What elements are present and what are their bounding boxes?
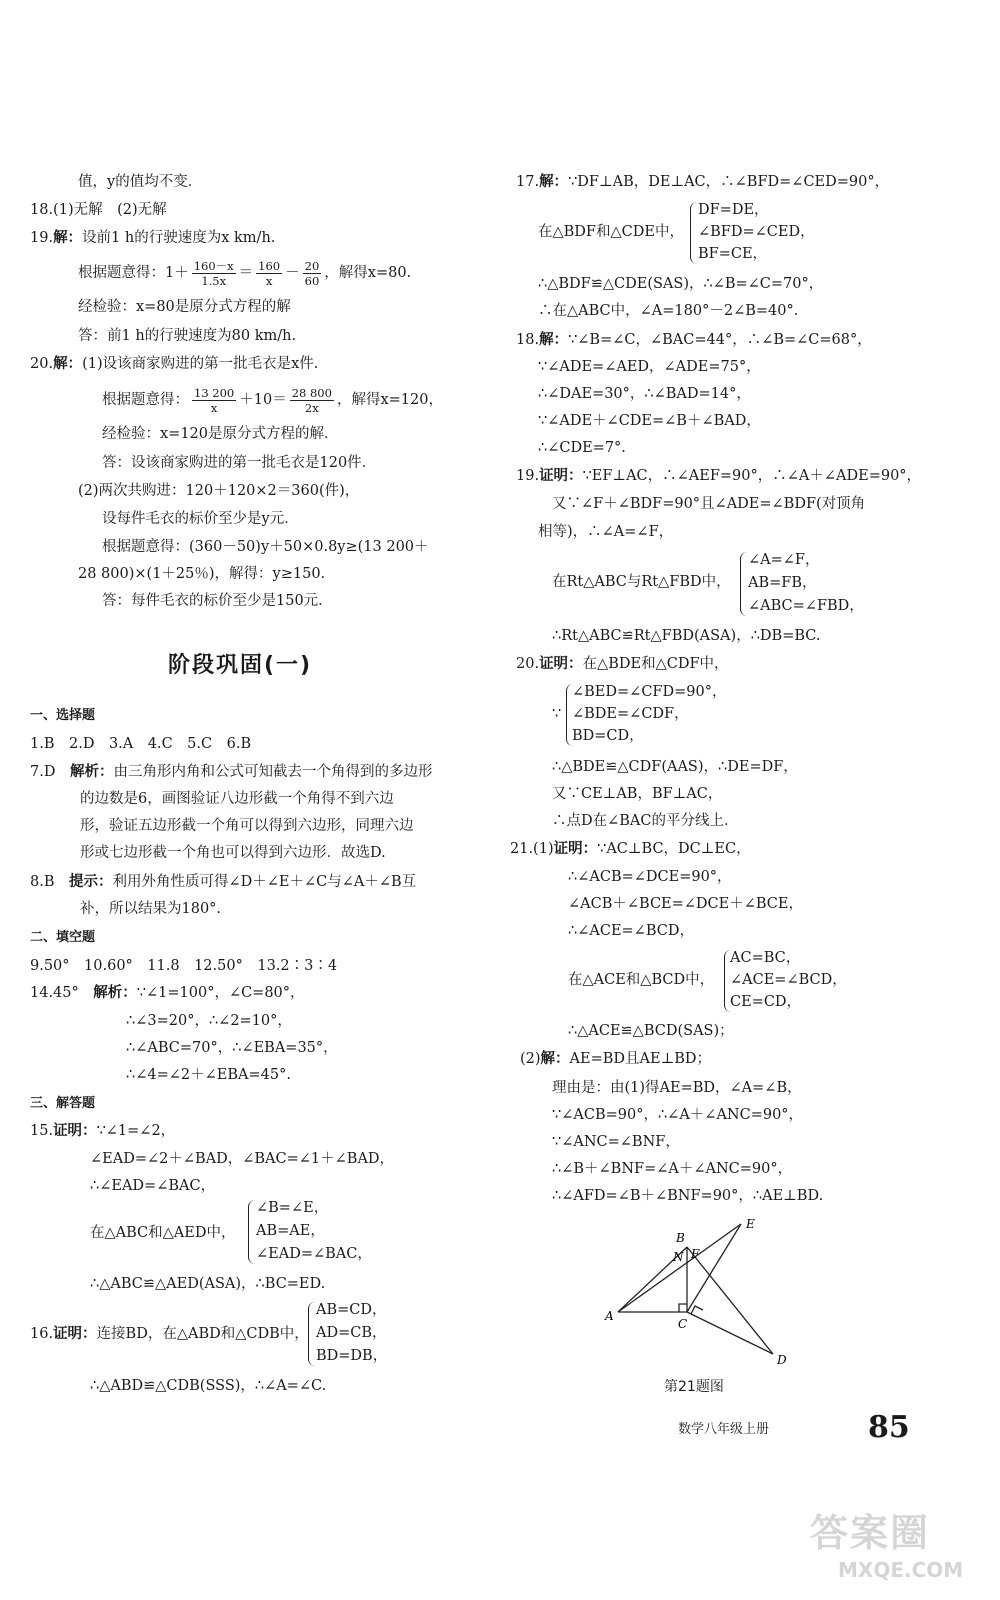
answer-text: 设前1 h的行驶速度为x km/h. (82, 230, 276, 246)
right-line: 相等)，∴∠A=∠F， (538, 524, 674, 540)
right-line: ∠ACB＋∠BCE=∠DCE＋∠BCE， (568, 896, 803, 912)
left-line: 经检验：x=120是原分式方程的解． (102, 426, 339, 442)
answer-tag: 解析： (93, 984, 137, 1001)
question-number: 17. (516, 174, 540, 190)
answer-text: AE=BD且AE⊥BD； (569, 1051, 712, 1067)
brace-item: AC=BC， (730, 950, 801, 966)
question-number: (2) (520, 1051, 541, 1067)
brace-item: ∠B=∠E， (256, 1200, 329, 1216)
left-line: 答：设该商家购进的第一批毛衣是120件． (102, 455, 377, 471)
answer-text: 在△BDE和△CDF中， (582, 656, 729, 672)
left-line: ∴∠EAD=∠BAC， (90, 1178, 216, 1194)
numerator: 13 200 (194, 385, 235, 400)
right-line: ∵∠ADE＋∠CDE=∠B＋∠BAD， (538, 413, 761, 429)
question-number: 20. (30, 356, 54, 372)
right-angle-mark (691, 1306, 703, 1314)
answer-text: ∵DF⊥AB，DE⊥AC，∴∠BFD=∠CED=90°， (568, 174, 890, 190)
question-number: 18. (516, 332, 540, 348)
segment-bd (687, 1247, 773, 1354)
watermark-url: MXQE.COM (838, 1558, 964, 1582)
answer-tag: 提示： (69, 873, 113, 890)
numerator: 20 (304, 258, 320, 273)
right-line: 在Rt△ABC与Rt△FBD中， (552, 574, 731, 590)
left-line: 经检验：x=80是原分式方程的解 (78, 299, 291, 315)
denominator: 2x (304, 400, 319, 415)
answer-tag: 证明： (539, 655, 583, 672)
brace-item: ∠ABC=∠FBD， (748, 598, 864, 614)
answer-tag: 解： (539, 331, 569, 348)
right-line: ∴点D在∠BAC的平分线上． (552, 813, 739, 829)
right-line: 又∵CE⊥AB，BF⊥AC， (552, 786, 723, 802)
right-line: ∴在△ABC中，∠A=180°－2∠B=40°. (538, 303, 799, 319)
answer-19-equation: 根据题意得：1＋ $\frac{160-x}{1.5x}$ ＝ $\frac{160}{x}$ － $\frac{20}{60}$ ，解得x=80. (78, 258, 412, 288)
brace-item: AB=FB， (748, 575, 817, 591)
brace-item: BF=CE， (698, 246, 768, 262)
denominator: 1.5x (201, 273, 227, 288)
point-label-a: A (605, 1309, 614, 1323)
equation-suffix: ，解得x=120， (336, 392, 443, 408)
left-line: ∴∠4=∠2＋∠EBA=45°. (126, 1067, 291, 1083)
answer-text: (1)设该商家购进的第一批毛衣是x件. (82, 356, 319, 372)
left-line: 形或七边形截一个角也可以得到六边形．故选D. (80, 845, 386, 861)
answer-tag: 解： (53, 229, 83, 246)
answer-18: 18.(1)无解 (2)无解 (30, 202, 167, 218)
section-title: 阶段巩固(一) (168, 653, 313, 678)
brace-item: BD=DB， (316, 1348, 388, 1364)
answer-tag: 证明： (553, 840, 598, 857)
segment-ce (687, 1224, 741, 1312)
point-label-e: E (746, 1217, 755, 1231)
page-number: 85 (868, 1410, 910, 1445)
brace-item: AB=AE， (256, 1223, 325, 1239)
right-line: ∵∠ACB=90°，∴∠A＋∠ANC=90°， (552, 1107, 804, 1123)
left-line: 答：每件毛衣的标价至少是150元． (102, 593, 333, 609)
brace-item: ∠EAD=∠BAC， (256, 1246, 372, 1262)
numerator: 160 (258, 258, 281, 273)
question-number: 16. (30, 1326, 54, 1342)
left-line: 答：前1 h的行驶速度为80 km/h. (78, 328, 297, 344)
left-line: 根据题意得：(360－50)y＋50×0.8y≥(13 200＋ (102, 539, 429, 555)
answer-tag: 解： (539, 173, 569, 190)
answer-tag: 证明： (539, 467, 583, 484)
right-line: ∴∠DAE=30°，∴∠BAD=14°， (538, 386, 751, 402)
brace-item: ∠A=∠F， (748, 552, 820, 568)
equation-suffix: ，解得x=80. (324, 265, 412, 281)
because-symbol: ∵ (552, 706, 562, 722)
left-line: 设每件毛衣的标价至少是y元． (102, 511, 299, 527)
left-line: 在△ABC和△AED中， (90, 1225, 236, 1241)
left-line: 的边数是6，画图验证八边形截一个角得不到六边 (80, 791, 394, 807)
right-line: ∴∠B＋∠BNF=∠A＋∠ANC=90°， (552, 1161, 793, 1177)
choice-answers: 1.B 2.D 3.A 4.C 5.C 6.B (30, 736, 252, 752)
answer-text: ∵∠1=∠2， (96, 1123, 176, 1139)
numerator: 160－x (193, 258, 234, 273)
right-line: 在△BDF和△CDE中， (538, 224, 684, 240)
point-label-b: B (676, 1231, 685, 1245)
point-label-n: N (673, 1250, 684, 1264)
right-line: ∴Rt△ABC≌Rt△FBD(ASA)，∴DB=BC. (552, 628, 821, 644)
left-line: 形，验证五边形截一个角可以得到六边形，同理六边 (80, 818, 414, 834)
question-number: 7.D (30, 764, 56, 780)
watermark-logo (808, 1502, 988, 1592)
left-line: ∴△ABD≌△CDB(SSS)，∴∠A=∠C. (90, 1378, 327, 1394)
right-line: ∴△BDE≌△CDF(AAS)，∴DE=DF， (552, 759, 798, 775)
equation-middle: ＋10＝ (239, 392, 287, 408)
left-line: (2)两次共购进：120＋120×2＝360(件)， (78, 483, 360, 499)
brace-item: ∠BDE=∠CDF， (572, 706, 689, 722)
right-line: 又∵∠F＋∠BDF=90°且∠ADE=∠BDF(对顶角 (552, 496, 866, 512)
answer-text: 连接BD，在△ABD和△CDB中， (96, 1326, 309, 1342)
brace-item: ∠ACE=∠BCD， (730, 972, 847, 988)
answer-tag: 解析： (69, 763, 114, 780)
watermark-text: 答案圈 (810, 1511, 931, 1555)
answer-text: 由三角形内角和公式可知截去一个角得到的多边形 (113, 764, 433, 780)
right-angle-mark (679, 1304, 687, 1312)
equation-prefix: 根据题意得： (102, 392, 189, 408)
left-line: 值，y的值均不变． (78, 174, 203, 190)
left-line: ∠EAD=∠2＋∠BAD，∠BAC=∠1＋∠BAD， (90, 1151, 395, 1167)
point-label-c: C (678, 1317, 688, 1331)
right-line: 在△ACE和△BCD中， (568, 972, 715, 988)
point-label-f: F (691, 1247, 700, 1261)
right-line: ∵∠ADE=∠AED，∠ADE=75°， (538, 359, 761, 375)
right-line: ∴△BDF≌△CDE(SAS)，∴∠B=∠C=70°， (538, 276, 824, 292)
right-line: ∴∠ACE=∠BCD， (568, 923, 694, 939)
answer-text: ∵∠1=100°，∠C=80°， (136, 985, 305, 1001)
question-number: 14.45° (30, 985, 79, 1001)
point-label-d: D (777, 1353, 787, 1367)
question-number: 19. (516, 468, 540, 484)
answer-tag: 证明： (53, 1325, 97, 1342)
brace-item: ∠BFD=∠CED， (698, 224, 815, 240)
right-line: ∴△ACE≌△BCD(SAS)； (568, 1023, 734, 1039)
section-heading-fill: 二、填空题 (30, 930, 96, 945)
answer-tag: 解： (53, 355, 83, 372)
denominator: 60 (304, 273, 320, 288)
section-heading-solve: 三、解答题 (30, 1096, 96, 1111)
right-line: ∴∠ACB=∠DCE=90°， (568, 869, 732, 885)
section-heading-choice: 一、选择题 (30, 708, 96, 723)
fill-answers: 9.50° 10.60° 11.8 12.50° 13.2∶3∶4 (30, 958, 338, 974)
left-line: ∴∠3=20°，∴∠2=10°， (126, 1013, 292, 1029)
left-line: ∴∠ABC=70°，∴∠EBA=35°， (126, 1040, 338, 1056)
brace-item: ∠BED=∠CFD=90°， (572, 684, 727, 700)
brace-item: AB=CD， (316, 1302, 387, 1318)
question-number: 21.(1) (510, 841, 554, 857)
question-number: 20. (516, 656, 540, 672)
answer-text: ∵EF⊥AC，∴∠AEF=90°，∴∠A＋∠ADE=90°， (582, 468, 922, 484)
question-number: 19. (30, 230, 54, 246)
question-number: 8.B (30, 874, 55, 890)
answer-tag: 解： (540, 1050, 570, 1067)
brace-item: AD=CB， (316, 1325, 387, 1341)
left-line: 补，所以结果为180°. (80, 901, 222, 917)
answer-tag: 证明： (53, 1122, 97, 1139)
denominator: x (210, 400, 218, 415)
left-line: ∴△ABC≌△AED(ASA)，∴BC=ED. (90, 1276, 326, 1292)
denominator: x (265, 273, 273, 288)
answer-text: ∵∠B=∠C，∠BAC=44°，∴∠B=∠C=68°， (568, 332, 872, 348)
footer-subject: 数学八年级上册 (678, 1422, 770, 1437)
numerator: 28 800 (291, 385, 332, 400)
right-line: ∴∠CDE=7°. (538, 440, 626, 456)
segment-cd (687, 1312, 773, 1354)
right-line: ∵∠ANC=∠BNF， (552, 1134, 680, 1150)
right-line: ∴∠AFD=∠B＋∠BNF=90°，∴AE⊥BD. (552, 1188, 824, 1204)
answer-text: 利用外角性质可得∠D＋∠E＋∠C与∠A＋∠B互 (112, 874, 417, 890)
answer-text: ∵AC⊥BC，DC⊥EC， (597, 841, 751, 857)
question-number: 15. (30, 1123, 54, 1139)
brace-item: CE=CD， (730, 994, 802, 1010)
right-line: 理由是：由(1)得AE=BD，∠A=∠B， (552, 1080, 802, 1096)
brace-item: DF=DE， (698, 202, 769, 218)
figure-caption: 第21题图 (664, 1379, 724, 1395)
brace-item: BD=CD， (572, 728, 644, 744)
equation-prefix: 根据题意得：1＋ (78, 265, 189, 281)
left-line: 28 800)×(1＋25％)，解得：y≥150. (78, 566, 326, 582)
